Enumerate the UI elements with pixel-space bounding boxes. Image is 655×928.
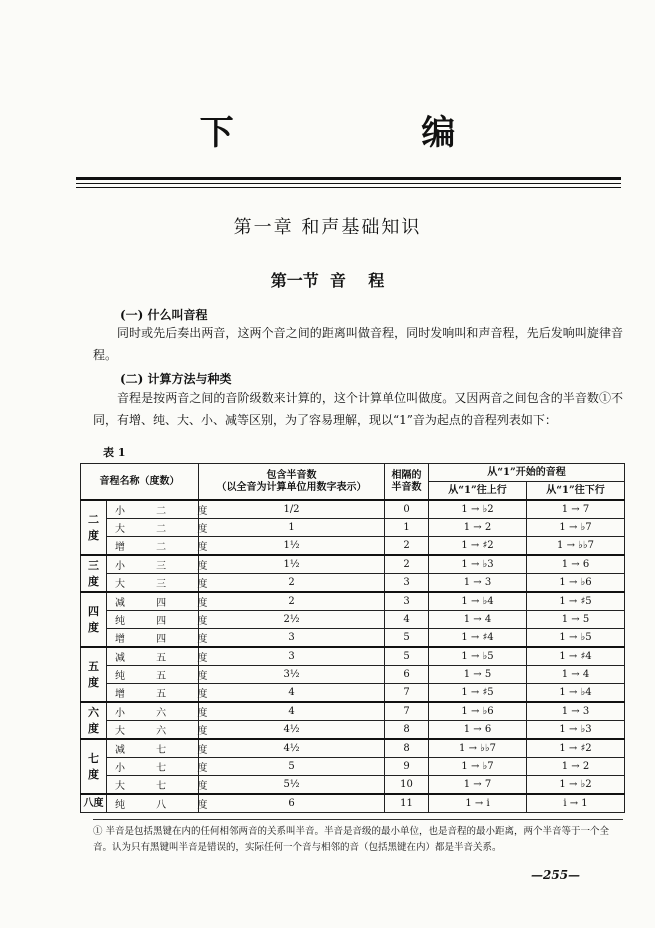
title-rule-thin	[76, 183, 621, 184]
table-row	[81, 629, 625, 648]
table-body	[81, 500, 625, 813]
interval-name: 小 二 度	[107, 500, 199, 519]
header-down: 从“1”往下行	[527, 482, 625, 501]
upward-interval: 1 → 3	[429, 574, 527, 593]
semitone-count: 4	[199, 684, 385, 703]
table-row	[81, 647, 625, 666]
downward-interval: 1 → ♯2	[527, 739, 625, 758]
downward-interval: 1 → ♭3	[527, 721, 625, 740]
step-count: 5	[385, 629, 429, 648]
downward-interval: 1 → ♭5	[527, 629, 625, 648]
header-steps: 相隔的 半音数	[385, 464, 429, 501]
table-row	[81, 776, 625, 795]
semitone-count: 2½	[199, 611, 385, 629]
upward-interval: 1 → ♯4	[429, 629, 527, 648]
upward-interval: 1 → 2	[429, 519, 527, 537]
upward-interval: 1 → ♯2	[429, 537, 527, 556]
upward-interval: 1 → ♭7	[429, 758, 527, 776]
table-row	[81, 537, 625, 556]
table-row	[81, 500, 625, 519]
semitone-count: 2	[199, 592, 385, 611]
upward-interval: 1 → ♭♭7	[429, 739, 527, 758]
step-count: 10	[385, 776, 429, 795]
group-label: 七 度	[81, 739, 107, 794]
section-title: 第一节 音 程	[270, 271, 385, 290]
upward-interval: 1 → 7	[429, 776, 527, 795]
chapter-title: 第一章 和声基础知识	[233, 217, 422, 238]
step-count: 1	[385, 519, 429, 537]
downward-interval: 1 → 2	[527, 758, 625, 776]
interval-name: 大 三 度	[107, 574, 199, 593]
downward-interval: i → 1	[527, 794, 625, 813]
interval-name: 大 二 度	[107, 519, 199, 537]
header-from-one: 从“1”开始的音程	[429, 464, 625, 482]
semitone-count: 3	[199, 629, 385, 648]
table-row	[81, 519, 625, 537]
table-row	[81, 721, 625, 740]
semitone-count: 5	[199, 758, 385, 776]
upward-interval: 1 → ♭6	[429, 702, 527, 721]
semitone-count: 1	[199, 519, 385, 537]
subsection-heading: (二) 计算方法与种类	[120, 372, 232, 386]
step-count: 3	[385, 574, 429, 593]
interval-name: 减 五 度	[107, 647, 199, 666]
group-label: 六 度	[81, 702, 107, 739]
downward-interval: 1 → 6	[527, 555, 625, 574]
header-up: 从“1”往上行	[429, 482, 527, 501]
downward-interval: 1 → 5	[527, 611, 625, 629]
semitone-count: 1½	[199, 555, 385, 574]
downward-interval: 1 → 7	[527, 500, 625, 519]
footnote-divider	[93, 819, 623, 820]
semitone-count: 4½	[199, 739, 385, 758]
step-count: 9	[385, 758, 429, 776]
paragraph: 同时或先后奏出两音，这两个音之间的距离叫做音程，同时发响叫和声音程，先后发响叫旋律音程。	[93, 326, 623, 362]
step-count: 8	[385, 739, 429, 758]
step-count: 0	[385, 500, 429, 519]
interval-name: 增 五 度	[107, 684, 199, 703]
interval-name: 大 六 度	[107, 721, 199, 740]
table-row	[81, 555, 625, 574]
table-row	[81, 611, 625, 629]
downward-interval: 1 → ♯5	[527, 592, 625, 611]
interval-name: 减 四 度	[107, 592, 199, 611]
semitone-count: 3½	[199, 666, 385, 684]
upward-interval: 1 → ♯5	[429, 684, 527, 703]
paragraph: 音程是按两音之间的音阶级数来计算的，这个计算单位叫做度。又因两音之间包含的半音数①不同，有增、纯、大、小、减等区别，为了容易理解，现以“1”音为起点的音程列表如下：	[93, 391, 623, 427]
upward-interval: 1 → 4	[429, 611, 527, 629]
group-label: 五 度	[81, 647, 107, 702]
semitone-count: 4	[199, 702, 385, 721]
step-count: 11	[385, 794, 429, 813]
downward-interval: 1 → ♭4	[527, 684, 625, 703]
downward-interval: 1 → ♭7	[527, 519, 625, 537]
interval-name: 纯 四 度	[107, 611, 199, 629]
table-header	[81, 464, 625, 501]
upward-interval: 1 → ♭3	[429, 555, 527, 574]
downward-interval: 1 → ♯4	[527, 647, 625, 666]
interval-name: 增 二 度	[107, 537, 199, 556]
interval-name: 纯 八 度	[107, 794, 199, 813]
table-row	[81, 702, 625, 721]
downward-interval: 1 → 3	[527, 702, 625, 721]
interval-name: 纯 五 度	[107, 666, 199, 684]
title-rule-thick	[76, 177, 621, 180]
step-count: 3	[385, 592, 429, 611]
upward-interval: 1 → ♭2	[429, 500, 527, 519]
table-row	[81, 739, 625, 758]
downward-interval: 1 → ♭2	[527, 776, 625, 795]
semitone-count: 6	[199, 794, 385, 813]
semitone-count: 2	[199, 574, 385, 593]
interval-name: 小 七 度	[107, 758, 199, 776]
interval-table	[80, 463, 625, 813]
upward-interval: 1 → i	[429, 794, 527, 813]
table-row	[81, 592, 625, 611]
step-count: 6	[385, 666, 429, 684]
table-row	[81, 574, 625, 593]
table-row	[81, 684, 625, 703]
table-row	[81, 666, 625, 684]
step-count: 4	[385, 611, 429, 629]
header-name: 音程名称（度数）	[81, 464, 199, 501]
subsection-heading: (一) 什么叫音程	[120, 308, 208, 322]
interval-name: 大 七 度	[107, 776, 199, 795]
interval-name: 小 三 度	[107, 555, 199, 574]
semitone-count: 3	[199, 647, 385, 666]
downward-interval: 1 → ♭♭7	[527, 537, 625, 556]
table-label: 表 1	[103, 446, 126, 459]
downward-interval: 1 → 4	[527, 666, 625, 684]
step-count: 8	[385, 721, 429, 740]
semitone-count: 5½	[199, 776, 385, 795]
page-number: —255—	[531, 868, 581, 882]
group-label: 八度	[81, 794, 107, 813]
upward-interval: 1 → ♭5	[429, 647, 527, 666]
interval-name: 增 四 度	[107, 629, 199, 648]
upward-interval: 1 → ♭4	[429, 592, 527, 611]
step-count: 2	[385, 555, 429, 574]
semitone-count: 4½	[199, 721, 385, 740]
title-rule-thin	[76, 187, 621, 188]
step-count: 7	[385, 684, 429, 703]
table-row	[81, 794, 625, 813]
group-label: 四 度	[81, 592, 107, 647]
step-count: 5	[385, 647, 429, 666]
group-label: 三 度	[81, 555, 107, 592]
upward-interval: 1 → 6	[429, 721, 527, 740]
table-row	[81, 758, 625, 776]
downward-interval: 1 → ♭6	[527, 574, 625, 593]
part-title: 下 编	[199, 113, 544, 153]
group-label: 二 度	[81, 500, 107, 555]
header-semitones: 包含半音数 （以全音为计算单位用数字表示）	[199, 464, 385, 501]
semitone-count: 1/2	[199, 500, 385, 519]
step-count: 2	[385, 537, 429, 556]
interval-name: 小 六 度	[107, 702, 199, 721]
semitone-count: 1½	[199, 537, 385, 556]
upward-interval: 1 → 5	[429, 666, 527, 684]
step-count: 7	[385, 702, 429, 721]
interval-name: 减 七 度	[107, 739, 199, 758]
footnote: ① 半音是包括黑键在内的任何相邻两音的关系叫半音。半音是音级的最小单位，也是音程的最小距离，两个半音等于一个全音。认为只有黑键叫半音是错误的，实际任何一个音与相邻的音（包括黑键在内）都是半音关系。	[93, 826, 610, 853]
